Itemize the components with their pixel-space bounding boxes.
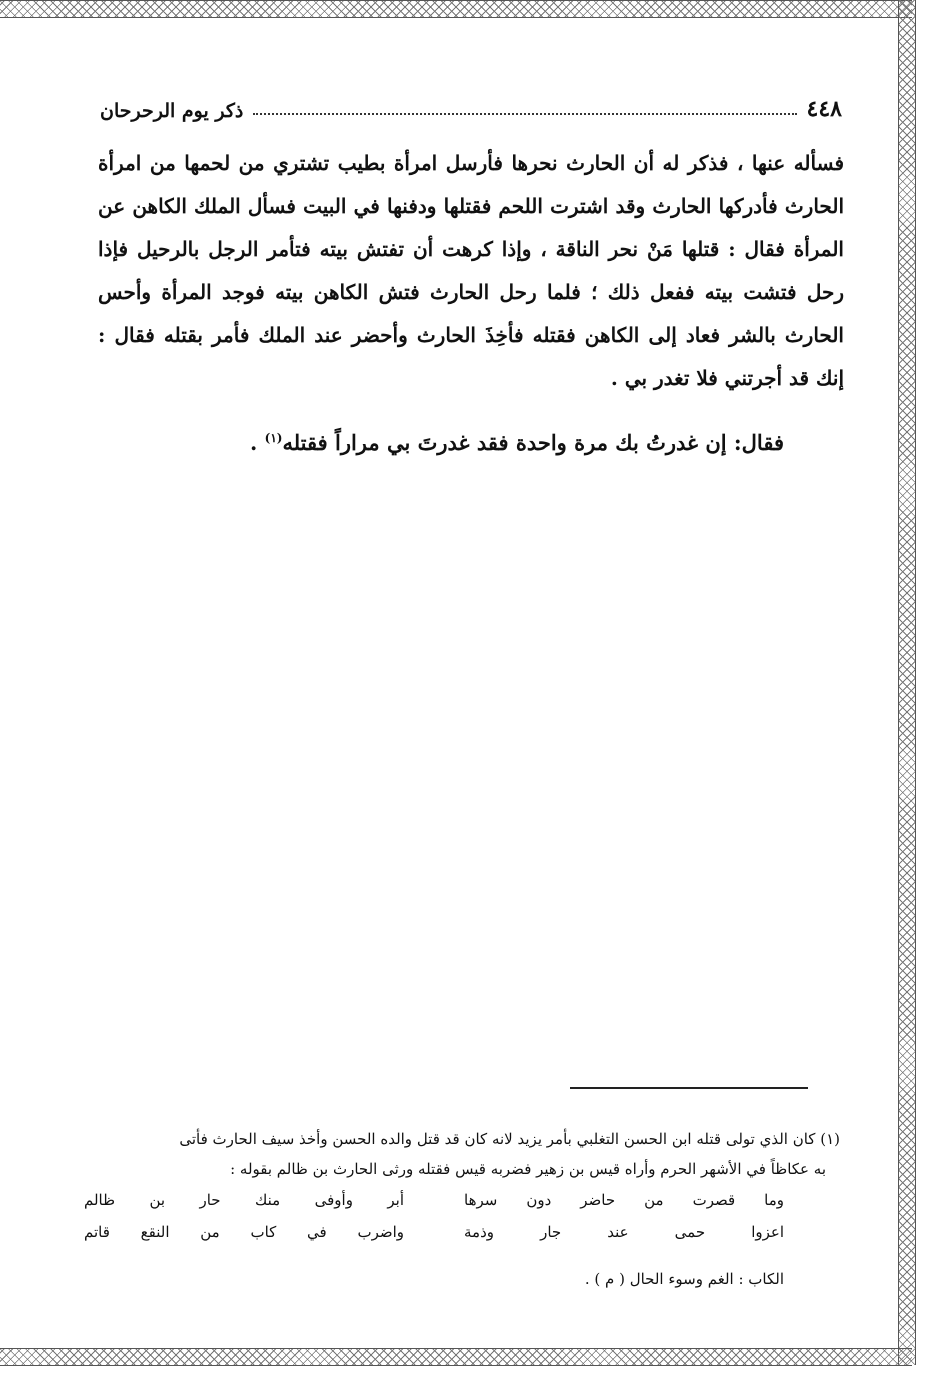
- verse-hemistich: اعزوا حمى عند جار وذمة: [464, 1223, 784, 1241]
- main-text: [98, 142, 844, 400]
- decorative-border-top: [0, 0, 912, 18]
- closing-line: [98, 418, 784, 463]
- footnote-line: (١) كان الذي تولى قتله ابن الحسن التغلبي بأمر يزيد لانه كان قد قتل والده الحسن وأخذ سيف الحارث فأتى: [179, 1130, 840, 1148]
- footnote-reference: (١): [264, 431, 283, 445]
- verse-line: [84, 1216, 784, 1248]
- closing-text: فقال: إن غدرتُ بك مرة واحدة فقد غدرتَ بي مراراً فقتله: [282, 430, 784, 455]
- footnote-separator: [570, 1087, 808, 1089]
- verse-hemistich: أبر وأوفى منك حار بن ظالم: [84, 1191, 404, 1209]
- footnote-line: به عكاظاً في الأشهر الحرم وأراه قيس بن زهير فضربه قيس فقتله ورثى الحارث بن ظالم بقوله :: [230, 1160, 826, 1178]
- closing-punctuation: .: [250, 430, 265, 455]
- footnote-gloss: الكاب : الغم وسوء الحال ( م ) .: [584, 1270, 784, 1288]
- running-head: ذكر يوم الرحرحان: [100, 100, 244, 122]
- body-paragraph: فسأله عنها ، فذكر له أن الحارث نحرها فأرسل امرأة بطيب تشتري من لحمها من امرأة الحارث فأدركها الحارث وقد اشترت اللحم فقتلها ودفنها في البيت فسأل الملك الكاهن عن المرأة فقال : قتلها مَنْ نحر الناقة ، وإذا كرهت أن تفتش بيته فتأمر الرجل بالرحيل فإذا رحل فتشت بيته ففعل ذلك ؛ فلما رحل الحارث فتش الكاهن بيته فوجد المرأة وأحس الحارث بالشر فعاد إلى الكاهن فقتله فأخِذَ الحارث وأحضر عند الملك فأمر بقتله فقال : إنك قد أجرتني فلا تغدر بي .: [98, 151, 845, 390]
- verse-line: [84, 1184, 784, 1216]
- footnotes: [70, 1124, 840, 1294]
- dotted-leader: [253, 113, 796, 115]
- page-header: [100, 86, 842, 122]
- decorative-border-right: [898, 0, 916, 1365]
- verse-hemistich: وما قصرت من حاضر دون سرها: [464, 1191, 784, 1209]
- verse-hemistich: واضرب في كاب من النقع قاتم: [84, 1223, 404, 1241]
- page-number: ٤٤٨: [806, 96, 842, 122]
- decorative-border-bottom: [0, 1348, 912, 1366]
